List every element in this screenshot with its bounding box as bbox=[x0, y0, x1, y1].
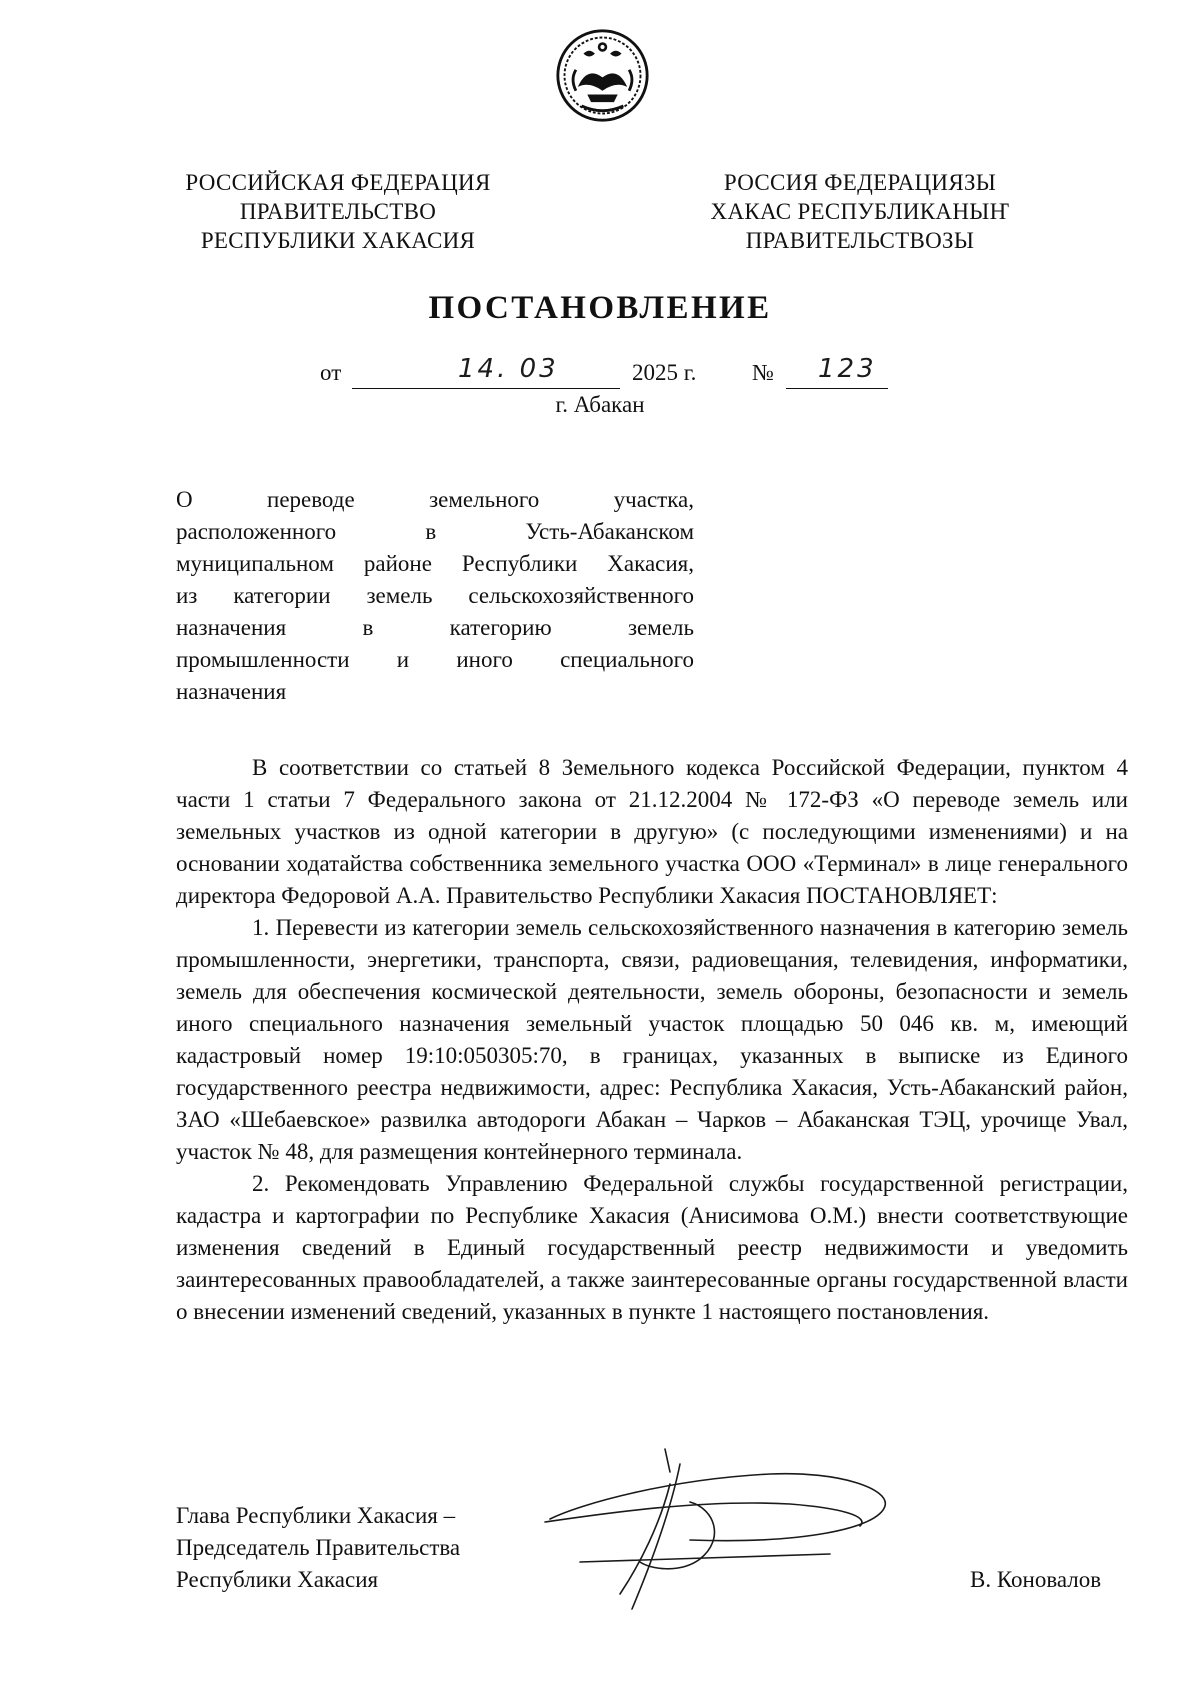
document-title: ПОСТАНОВЛЕНИЕ bbox=[428, 290, 772, 326]
subject-line: О переводе земельного участка, bbox=[176, 487, 694, 512]
preamble-paragraph: В соответствии со статьей 8 Земельного кодекса Российской Федерации, пунктом 4 части 1 статьи 7 Федерального закона от 21.12.2004 № 172-ФЗ «О переводе земель или земельных участков из одной категории в другую» (с последующими изменениями) и на основании ходатайства собственника земельного участка ООО «Терминал» в лице генерального директора Федоровой А.А. Правительство Республики Хакасия ПОСТАНОВЛЯЕТ: bbox=[176, 755, 1128, 908]
city-label: г. Абакан bbox=[555, 392, 645, 417]
subject-line: из категории земель сельскохозяйственного bbox=[176, 583, 694, 608]
header-right-line: ПРАВИТЕЛЬСТВОЗЫ bbox=[745, 228, 975, 253]
header-right-block bbox=[680, 168, 1040, 255]
handwritten-date: 14. 03 bbox=[458, 354, 559, 384]
document-subject bbox=[176, 484, 694, 708]
document-body bbox=[176, 752, 1128, 1328]
header-left-line: ПРАВИТЕЛЬСТВО bbox=[239, 199, 437, 224]
signatory-title bbox=[176, 1500, 460, 1596]
number-label: № bbox=[752, 360, 774, 385]
handwritten-number: 123 bbox=[818, 354, 877, 384]
date-underline bbox=[352, 388, 620, 389]
header-right-line: РОССИЯ ФЕДЕРАЦИЯЗЫ bbox=[723, 170, 997, 195]
signatory-title-line: Председатель Правительства bbox=[176, 1535, 461, 1560]
from-label: от bbox=[320, 360, 342, 385]
signatory-name: В. Коновалов bbox=[970, 1567, 1102, 1592]
subject-line: муниципальном районе Республики Хакасия, bbox=[176, 551, 694, 576]
item-2-paragraph: 2. Рекомендовать Управлению Федеральной службы государственной регистрации, кадастра и картографии по Республике Хакасия (Анисимова О.М.) внести соответствующие изменения сведений в Единый государственный реестр недвижимости и уведомить заинтересованных правообладателей, а также заинтересованные органы государственной власти о внесении изменений сведений, указанных в пункте 1 настоящего постановления. bbox=[176, 1171, 1128, 1324]
year-label: 2025 г. bbox=[632, 360, 697, 385]
subject-line: промышленности и иного специального bbox=[176, 647, 694, 672]
item-1-paragraph: 1. Перевести из категории земель сельскохозяйственного назначения в категорию земель промышленности, энергетики, транспорта, связи, радиовещания, телевидения, информатики, земель для обеспечения космической деятельности, земель обороны, безопасности и земель иного специального назначения земельный участок площадью 50 046 кв. м, имеющий кадастровый номер 19:10:050305:70, в границах, указанных в выписке из Единого государственного реестра недвижимости, адрес: Республика Хакасия, Усть-Абаканский район, ЗАО «Шебаевское» развилка автодороги Абакан – Чарков – Абаканская ТЭЦ, урочище Увал, участок № 48, для размещения контейнерного терминала. bbox=[176, 915, 1128, 1164]
subject-line: назначения bbox=[176, 679, 287, 704]
header-left-block bbox=[168, 168, 508, 255]
subject-line: назначения в категорию земель bbox=[176, 615, 694, 640]
handwritten-signature-icon bbox=[540, 1444, 910, 1624]
subject-line: расположенного в Усть-Абаканском bbox=[176, 519, 694, 544]
header-right-line: ХАКАС РЕСПУБЛИКАНЫҤ bbox=[710, 199, 1010, 224]
coat-of-arms-icon bbox=[555, 28, 650, 123]
number-underline bbox=[786, 388, 888, 389]
header-left-line: РОССИЙСКАЯ ФЕДЕРАЦИЯ bbox=[185, 170, 491, 195]
signatory-title-line: Глава Республики Хакасия – bbox=[176, 1503, 456, 1528]
signatory-title-line: Республики Хакасия bbox=[176, 1567, 379, 1592]
header-left-line: РЕСПУБЛИКИ ХАКАСИЯ bbox=[200, 228, 476, 253]
